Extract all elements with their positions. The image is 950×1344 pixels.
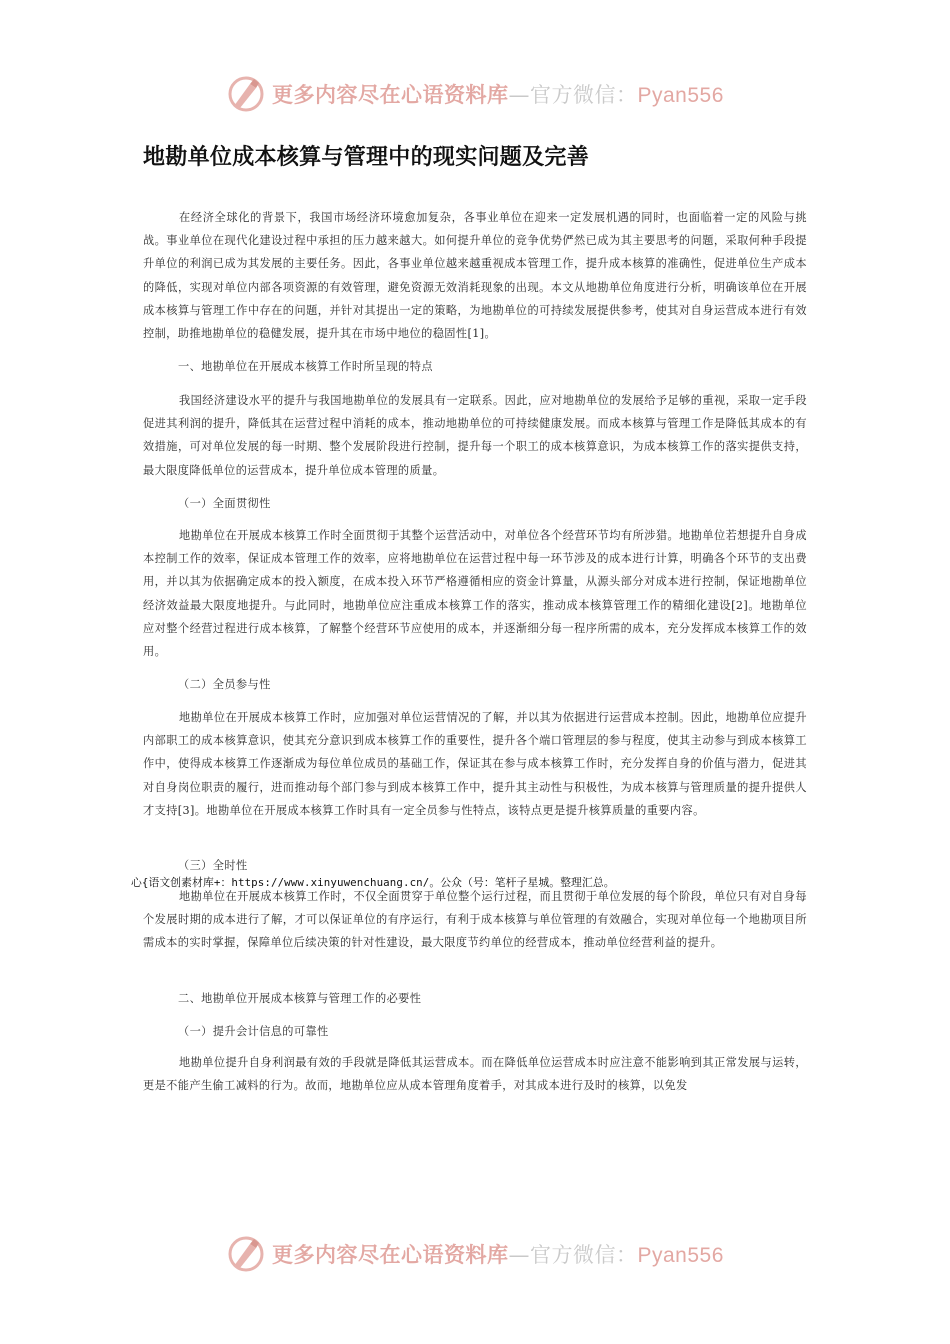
subsection-3-heading: （三）全时性 <box>178 859 248 872</box>
section-1-paragraph: 我国经济建设水平的提升与我国地勘单位的发展具有一定联系。因此，应对地勘单位的发展给予足够的重视，采取一定手段促进其利润的提升，降低其在运营过程中消耗的成本，推动地勘单位的可持续健康发展。而成本核算与管理工作是降低其成本的有效措施，可对单位发展的每一时期、整个发展阶段进行控制，提升每一个职工的成本核算意识，为成本核算工作的落实提供支持，最大限度降低单位的运营成本，提升单位成本管理的质量。 <box>143 394 807 477</box>
header-banner <box>226 72 746 116</box>
subsection-1-heading: （一）全面贯彻性 <box>178 497 271 510</box>
watermark-overlay-text: 心{语文创素材库+：https://www.xinyuwenchuang.cn/。公众（号：笔杆子星城。整理汇总。 <box>131 876 615 889</box>
banner-wechat-label: 官方微信： <box>530 83 638 107</box>
banner-text <box>272 79 724 109</box>
subsection-2-paragraph: 地勘单位在开展成本核算工作时，应加强对单位运营情况的了解，并以其为依据进行运营成本控制。因此，地勘单位应提升内部职工的成本核算意识，使其充分意识到成本核算工作的重要性，提升各个端口管理层的参与程度，使其主动参与到成本核算工作中，使得成本核算工作逐渐成为每位单位成员的基础工作，保证其在参与成本核算工作时，充分发挥自身的价值与潜力，促进其对自身岗位职责的履行，进而推动每个部门参与到成本核算工作中，提升其主动性与积极性，为成本核算与管理质量的提升提供人才支持[3]。地勘单位在开展成本核算工作时具有一定全员参与性特点，该特点更是提升核算质量的重要内容。 <box>143 711 807 817</box>
subsection-3-paragraph: 地勘单位在开展成本核算工作时，不仅全面贯穿于单位整个运行过程，而且贯彻于单位发展的每个阶段，单位只有对自身每个发展时期的成本进行了解，才可以保证单位的有序运行，有利于成本核算与单位管理的有效融合，实现对单位每一个地勘项目所需成本的实时掌握，保障单位后续决策的针对性建设，最大限度节约单位的经营成本，推动单位经营利益的提升。 <box>143 890 807 950</box>
section-2-heading: 二、地勘单位开展成本核算与管理工作的必要性 <box>178 992 422 1005</box>
document-title: 地勘单位成本核算与管理中的现实问题及完善 <box>143 145 590 170</box>
section-1-heading: 一、地勘单位在开展成本核算工作时所呈现的特点 <box>178 360 433 373</box>
banner-wechat-label: 官方微信： <box>530 1243 638 1267</box>
banner-dash: — <box>508 83 530 107</box>
subsection-4-heading: （一）提升会计信息的可靠性 <box>178 1025 329 1038</box>
banner-slogan: 更多内容尽在心语资料库 <box>272 1243 509 1267</box>
pen-logo-icon <box>226 1234 266 1274</box>
subsection-2-heading: （二）全员参与性 <box>178 678 271 691</box>
banner-slogan: 更多内容尽在心语资料库 <box>272 83 509 107</box>
intro-paragraph: 在经济全球化的背景下，我国市场经济环境愈加复杂，各事业单位在迎来一定发展机遇的同时，也面临着一定的风险与挑战。事业单位在现代化建设过程中承担的压力越来越大。如何提升单位的竞争优势俨然已成为其主要思考的问题，采取何种手段提升单位的利润已成为其发展的主要任务。因此，各事业单位越来越重视成本管理工作，提升成本核算的准确性，促进单位生产成本的降低，实现对单位内部各项资源的有效管理，避免资源无效消耗现象的出现。本文从地勘单位角度进行分析，明确该单位在开展成本核算与管理工作中存在的问题，并针对其提出一定的策略，为地勘单位的可持续发展提供参考，使其对自身运营成本进行有效控制，助推地勘单位的稳健发展，提升其在市场中地位的稳固性[1]。 <box>143 211 807 341</box>
subsection-1-paragraph: 地勘单位在开展成本核算工作时全面贯彻于其整个运营活动中，对单位各个经营环节均有所涉猎。地勘单位若想提升自身成本控制工作的效率，保证成本管理工作的效率，应将地勘单位在运营过程中每一环节涉及的成本进行计算，明确各个环节的支出费用，并以其为依据确定成本的投入额度，在成本投入环节严格遵循相应的资金计算量，从源头部分对成本进行控制，保证地勘单位经济效益最大限度地提升。与此同时，地勘单位应注重成本核算工作的落实，推动成本核算管理工作的精细化建设[2]。地勘单位应对整个经营过程进行成本核算，了解整个经营环节应使用的成本，并逐渐细分每一程序所需的成本，充分发挥成本核算工作的效用。 <box>143 529 807 659</box>
banner-dash: — <box>508 1243 530 1267</box>
subsection-4-paragraph: 地勘单位提升自身利润最有效的手段就是降低其运营成本。而在降低单位运营成本时应注意不能影响到其正常发展与运转，更是不能产生偷工减料的行为。故而，地勘单位应从成本管理角度着手，对其成本进行及时的核算，以免发 <box>143 1056 807 1093</box>
banner-wechat-id: Pyan556 <box>637 84 724 107</box>
footer-banner <box>226 1232 746 1276</box>
banner-text <box>272 1239 724 1269</box>
pen-logo-icon <box>226 74 266 114</box>
banner-wechat-id: Pyan556 <box>637 1244 724 1267</box>
